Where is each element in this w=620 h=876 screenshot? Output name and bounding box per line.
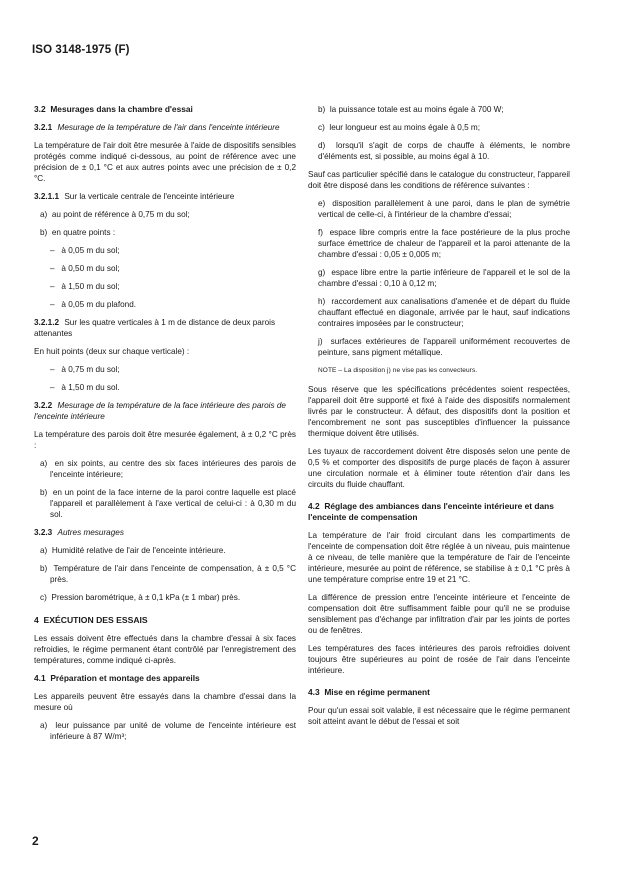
section-3-2-3-heading: 3.2.3 Autres mesurages bbox=[34, 528, 124, 537]
section-4-paragraph: Les essais doivent être effectués dans la chambre d'essai à six faces refroidies, le régime permanent étant contrôlé par l'enregistrement des températures, comme indiqué ci-après. bbox=[34, 634, 296, 665]
paragraph: Les températures des faces intérieures des parois refroidies doivent toujours être supérieures au point de rosée de l'air dans l'enceinte intérieure. bbox=[308, 644, 570, 675]
list-item: – à 0,75 m du sol; bbox=[50, 365, 120, 374]
section-3-2-2-paragraph: La température des parois doit être mesurée également, à ± 0,2 °C près : bbox=[34, 430, 296, 450]
list-item: b) en un point de la face interne de la paroi contre laquelle est placé l'appareil et parallèlement à l'axe vertical de celui-ci : à 0,30 m du sol. bbox=[40, 488, 296, 519]
list-item: c) Pression barométrique, à ± 0,1 kPa (± 1 mbar) près. bbox=[40, 593, 241, 602]
section-4-1-paragraph: Les appareils peuvent être essayés dans la chambre d'essai dans la mesure où bbox=[34, 692, 296, 712]
list-item: c) leur longueur est au moins égale à 0,5 m; bbox=[318, 123, 481, 132]
paragraph: Les tuyaux de raccordement doivent être disposés selon une pente de 0,5 % et comporter des dispositifs de purge placés de façon à assurer une circulation normale et à éliminer toute rétention d'air dans les circuits du fluide chauffant. bbox=[308, 447, 570, 489]
list-item: h) raccordement aux canalisations d'amenée et de départ du fluide chauffant effectué en diagonale, arrivée par le haut, sauf indications contraires imposées par le constructeur; bbox=[318, 297, 570, 328]
list-item: b) Température de l'air dans l'enceinte de compensation, à ± 0,5 °C près. bbox=[40, 564, 296, 584]
section-4-3-heading: 4.3 Mise en régime permanent bbox=[308, 687, 430, 697]
list-item: – à 1,50 m du sol; bbox=[50, 282, 120, 291]
right-column bbox=[308, 104, 570, 734]
paragraph: Pour qu'un essai soit valable, il est nécessaire que le régime permanent soit atteint avant le début de l'essai et soit bbox=[308, 706, 570, 726]
section-3-2-heading: 3.2 Mesurages dans la chambre d'essai bbox=[34, 104, 193, 114]
section-3-2-2-heading: 3.2.2 Mesurage de la température de la face intérieure des parois de l'enceinte intérieure bbox=[34, 401, 286, 421]
list-item: e) disposition parallèlement à une paroi, dans le plan de symétrie vertical de celle-ci, à l'intérieur de la chambre d'essai; bbox=[318, 199, 570, 219]
section-3-2-1-heading: 3.2.1 Mesurage de la température de l'air dans l'enceinte intérieure bbox=[34, 123, 280, 132]
list-item: – à 0,05 m du sol; bbox=[50, 246, 120, 255]
list-item: f) espace libre compris entre la face postérieure de la plus proche surface émettrice de chaleur de l'appareil et la paroi attenante de la chambre d'essai : 0,05 ± 0,005 m; bbox=[318, 228, 570, 259]
list-item: j) surfaces extérieures de l'appareil uniformément recouvertes de peinture, sans pigment métallique. bbox=[318, 337, 570, 357]
paragraph: Sauf cas particulier spécifié dans le catalogue du constructeur, l'appareil doit être disposé dans les conditions de référence suivantes : bbox=[308, 170, 570, 190]
list-item: a) en six points, au centre des six faces intérieures des parois de l'enceinte intérieure; bbox=[40, 459, 296, 479]
document-header: ISO 3148-1975 (F) bbox=[32, 44, 130, 56]
note: NOTE – La disposition j) ne vise pas les convecteurs. bbox=[318, 367, 478, 374]
list-item: a) au point de référence à 0,75 m du sol; bbox=[40, 210, 190, 219]
list-item: – à 0,50 m du sol; bbox=[50, 264, 120, 273]
section-3-2-1-paragraph: La température de l'air doit être mesurée à l'aide de dispositifs sensibles protégés comme indiqué ci-dessous, au point de référence avec une précision de ± 0,1 °C et aux autres points avec une précision de ± 0,2 °C. bbox=[34, 141, 296, 183]
list-item: g) espace libre entre la partie inférieure de l'appareil et le sol de la chambre d'essai : 0,10 à 0,12 m; bbox=[318, 268, 570, 288]
list-item: a) Humidité relative de l'air de l'enceinte intérieure. bbox=[40, 546, 226, 555]
list-item: b) la puissance totale est au moins égale à 700 W; bbox=[318, 105, 504, 114]
left-column bbox=[34, 104, 296, 749]
list-item: d) lorsqu'il s'agit de corps de chauffe à éléments, le nombre d'éléments est, si possible, au moins égal à 10. bbox=[318, 141, 570, 161]
section-3-2-1-2-heading: 3.2.1.2 Sur les quatre verticales à 1 m de distance de deux parois attenantes bbox=[34, 318, 276, 338]
list-item: – à 0,05 m du plafond. bbox=[50, 300, 137, 309]
section-4-heading: 4 EXÉCUTION DES ESSAIS bbox=[34, 615, 148, 625]
page-number: 2 bbox=[32, 834, 39, 848]
section-4-2-heading: 4.2 Réglage des ambiances dans l'enceinte intérieure et dans l'enceinte de compensation bbox=[308, 501, 554, 522]
list-item: b) en quatre points : bbox=[40, 228, 116, 237]
list-item: – à 1,50 m du sol. bbox=[50, 383, 120, 392]
list-item: a) leur puissance par unité de volume de l'enceinte intérieure est inférieure à 87 W/m³; bbox=[40, 721, 296, 741]
paragraph: La température de l'air froid circulant dans les compartiments de l'enceinte de compensation doit être réglée à un niveau, puis maintenue à ce niveau, de telle manière que la température de l'air de l'enceinte intérieure, mesurée au point de référence, se stabilise à ± 0,1 °C près à une température comprise entre 19 et 21 °C. bbox=[308, 531, 570, 584]
section-3-2-1-1-heading: 3.2.1.1 Sur la verticale centrale de l'enceinte intérieure bbox=[34, 192, 235, 201]
section-4-1-heading: 4.1 Préparation et montage des appareils bbox=[34, 673, 200, 683]
paragraph: La différence de pression entre l'enceinte intérieure et l'enceinte de compensation doit être suffisamment faible pour qu'il ne se produise sensiblement pas d'échange par infiltration d'air par les joints de portes ou de fenêtres. bbox=[308, 593, 570, 635]
section-3-2-1-2-paragraph: En huit points (deux sur chaque verticale) : bbox=[34, 347, 190, 356]
paragraph: Sous réserve que les spécifications précédentes soient respectées, l'appareil doit être supporté et fixé à l'aide des dispositifs normalement livrés par le constructeur. À défaut, des dispositifs dont la position et l'encombrement ne sont pas susceptibles d'influencer la puissance thermique doivent être utilisés. bbox=[308, 385, 570, 438]
